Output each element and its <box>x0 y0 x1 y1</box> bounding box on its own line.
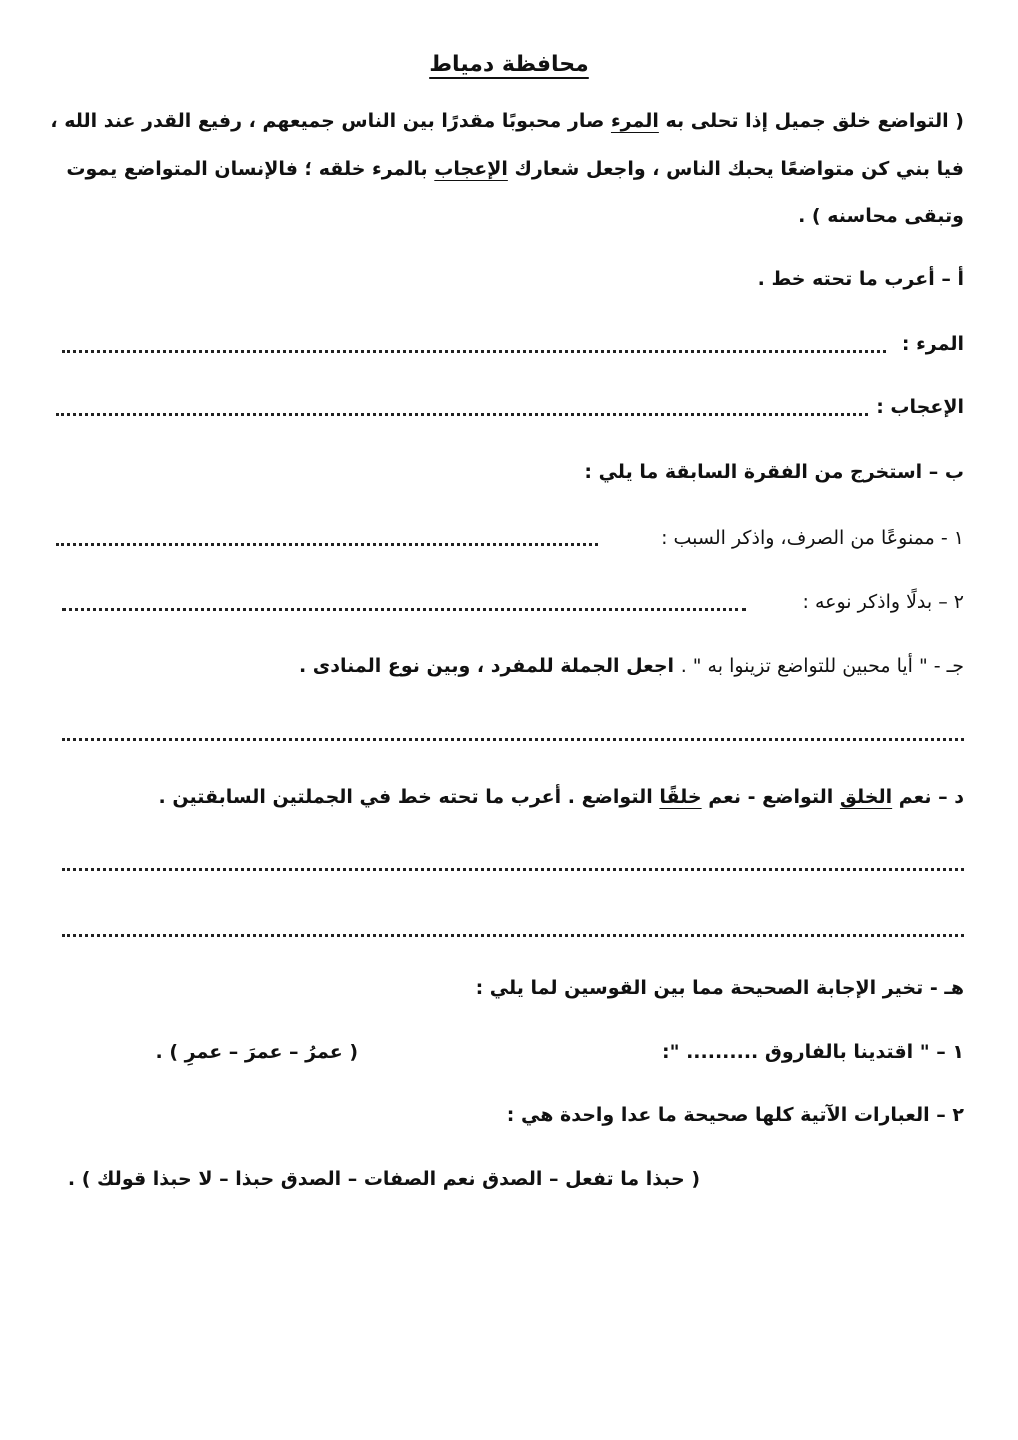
question-e-item-1: ١ – " اقتدينا بالفاروق .......... ": <box>661 1041 964 1063</box>
underlined-word-khulqan: خلقًا <box>659 786 702 808</box>
passage-line-1: ( التواضع خلق جميل إذا تحلى به المرء صار محبوبًا مقدرًا بين الناس جميعهم ، رفيع القدر عند الله ، <box>50 110 964 132</box>
question-e-heading: هـ - تخير الإجابة الصحيحة مما بين القوسين لما يلي : <box>475 977 964 999</box>
question-e-item-1-options: ( عمرُ – عمرَ – عمرِ ) . <box>155 1041 358 1063</box>
answer-line-c[interactable] <box>62 728 964 741</box>
question-d: د – نعم الخلق التواضع - نعم خلقًا التواضع . أعرب ما تحته خط في الجملتين السابقتين . <box>158 786 964 808</box>
answer-line-d1[interactable] <box>62 858 964 871</box>
answer-line-a2[interactable] <box>56 403 868 416</box>
question-b-item-2: ٢ – بدلًا واذكر نوعه : <box>802 591 964 613</box>
question-c: جـ - " أيا محبين للتواضع تزينوا به " . اجعل الجملة للمفرد ، وبين نوع المنادى . <box>298 655 964 677</box>
page-title: محافظة دمياط <box>429 52 589 77</box>
answer-line-a1[interactable] <box>62 340 886 353</box>
question-a-item-2-label: الإعجاب : <box>876 396 964 418</box>
answer-line-b1[interactable] <box>56 533 598 546</box>
answer-line-d2[interactable] <box>62 924 964 937</box>
underlined-word-almar: المرء <box>610 110 659 132</box>
passage-line-3: وتبقى محاسنه ) . <box>798 205 964 227</box>
answer-line-b2[interactable] <box>62 598 746 611</box>
question-b-heading: ب – استخرج من الفقرة السابقة ما يلي : <box>584 461 964 483</box>
question-a-item-1-label: المرء : <box>901 333 964 355</box>
question-b-item-1: ١ - ممنوعًا من الصرف، واذكر السبب : <box>661 527 964 549</box>
underlined-word-alijab: الإعجاب <box>434 158 508 180</box>
question-e-item-2: ٢ – العبارات الآتية كلها صحيحة ما عدا واحدة هي : <box>506 1104 964 1126</box>
question-e-item-2-options: ( حبذا ما تفعل – الصدق نعم الصفات – الصدق حبذا – لا حبذا قولك ) . <box>67 1168 700 1190</box>
underlined-word-alkhulq: الخلق <box>839 786 893 808</box>
question-a-heading: أ – أعرب ما تحته خط . <box>757 268 964 290</box>
passage-line-2: فيا بني كن متواضعًا يحبك الناس ، واجعل شعارك الإعجاب بالمرء خلقه ؛ فالإنسان المتواضع يموت <box>66 158 964 180</box>
